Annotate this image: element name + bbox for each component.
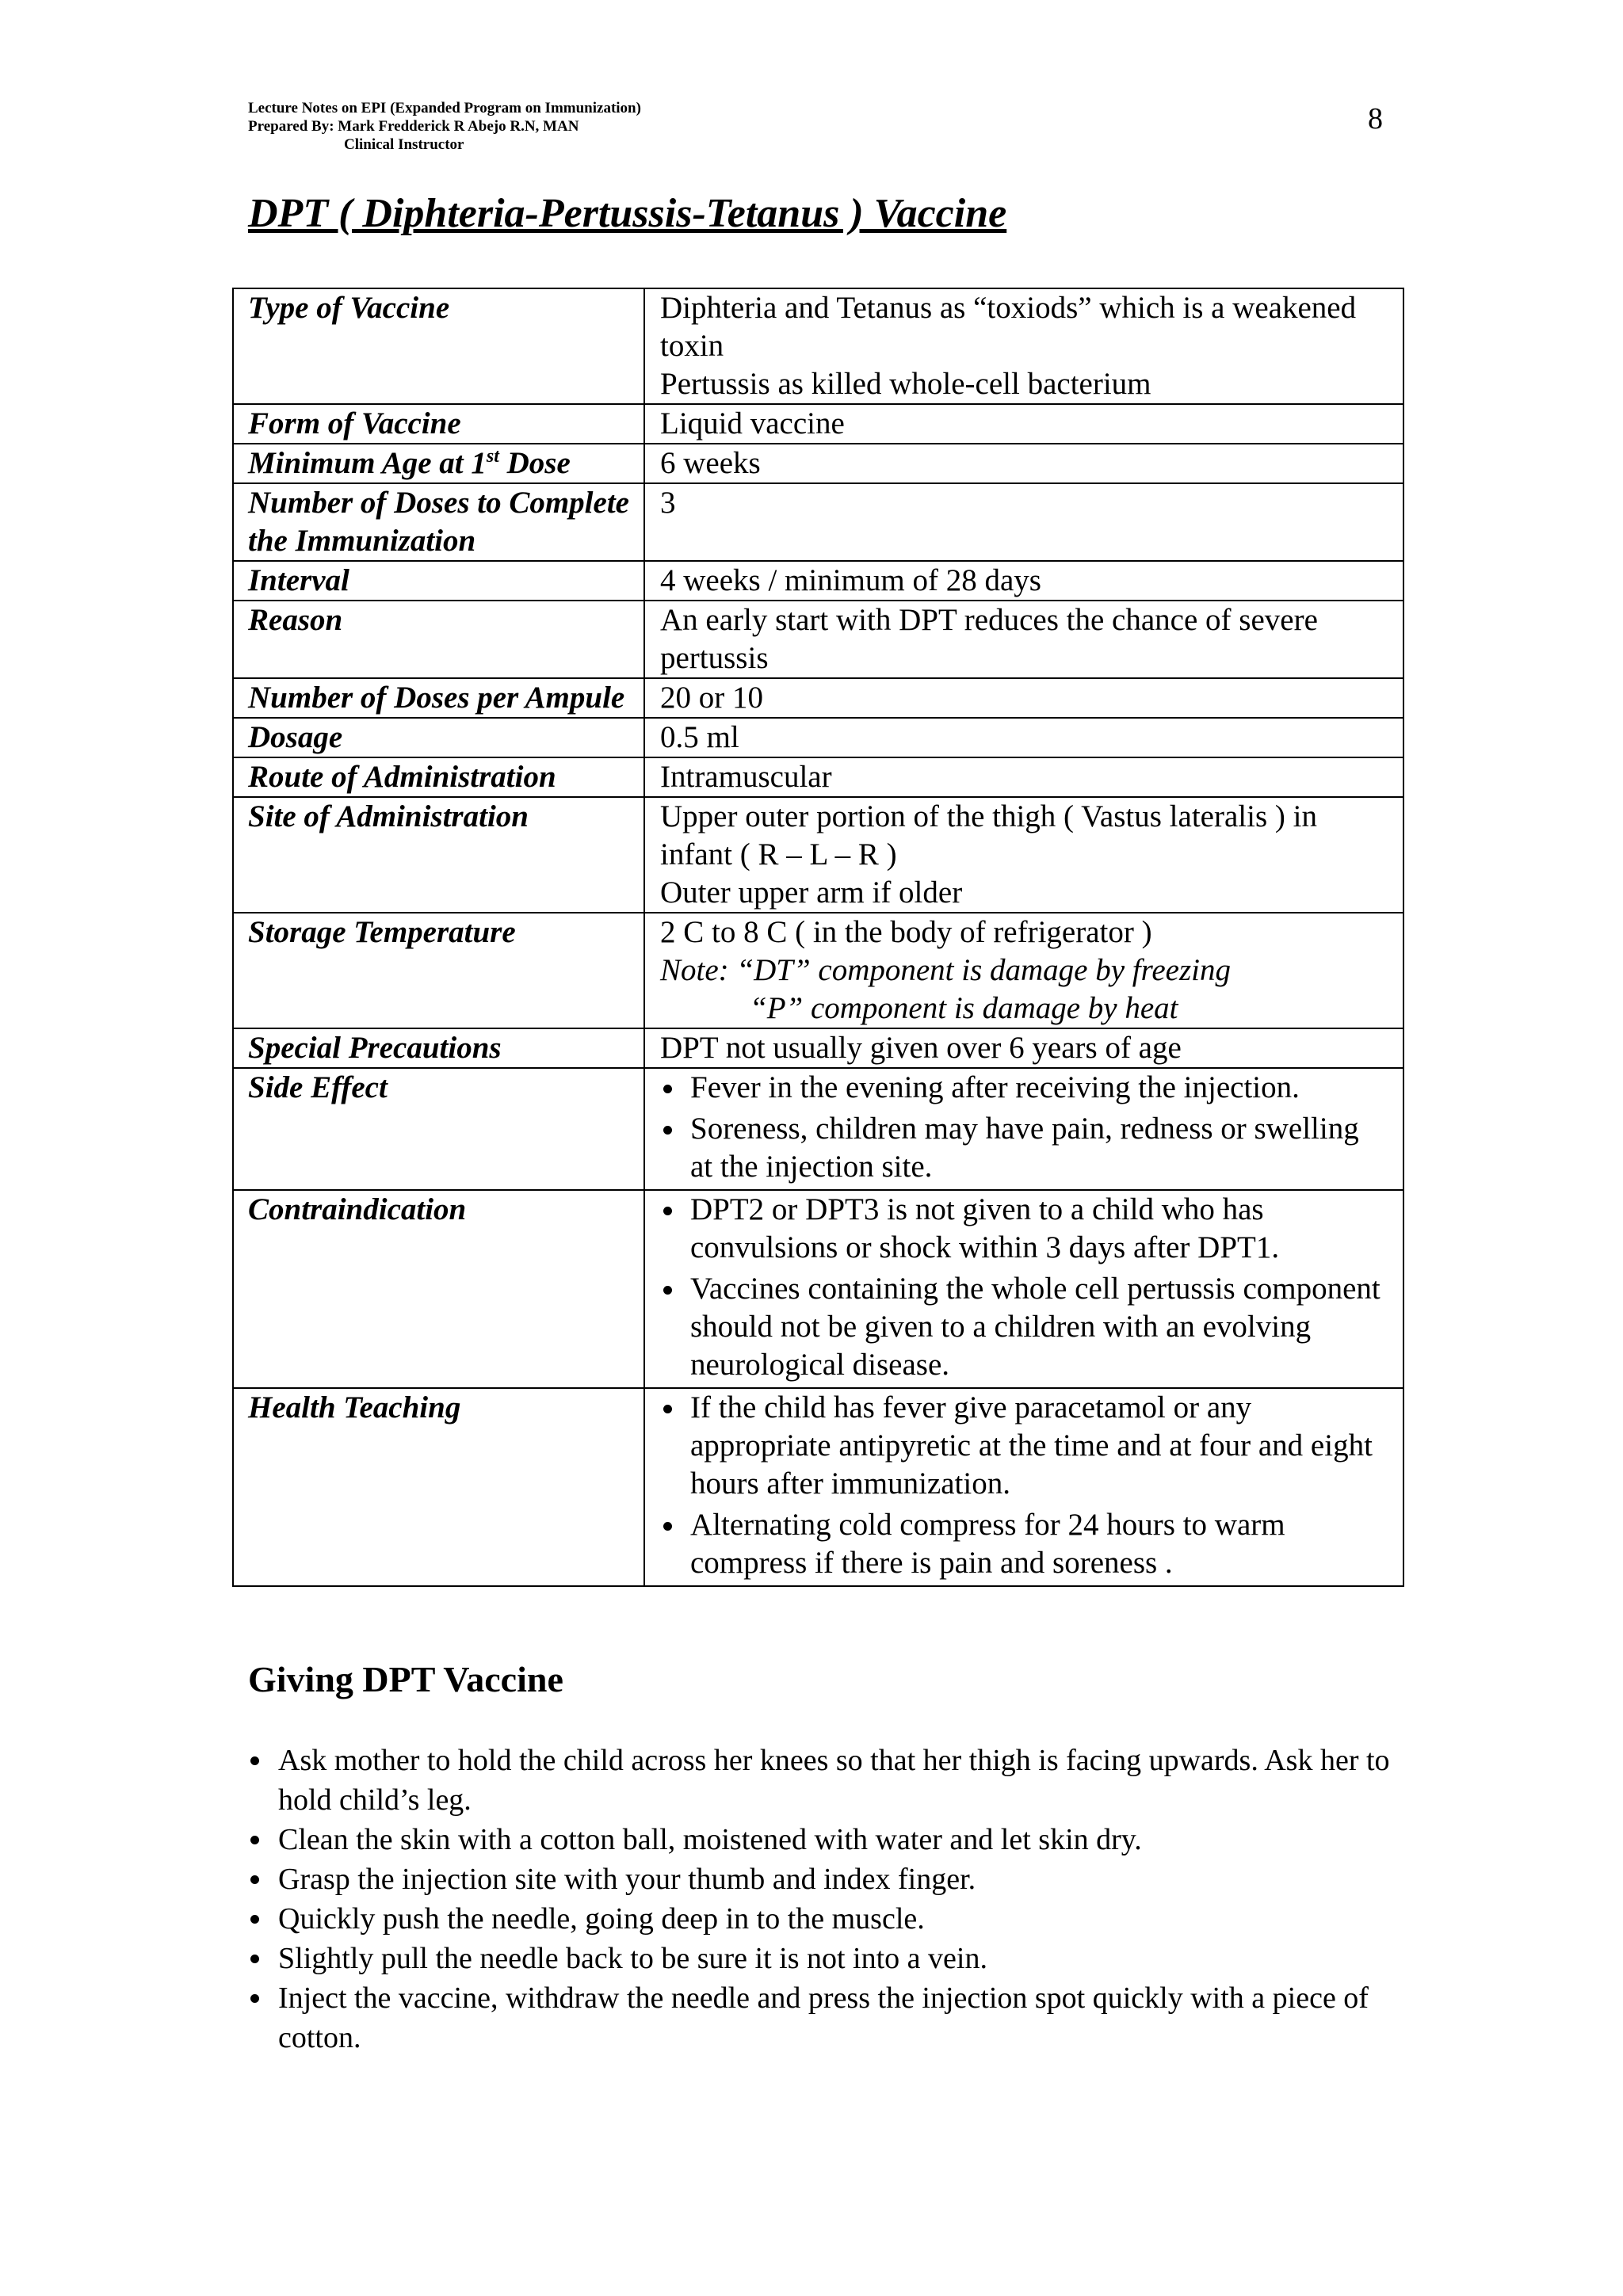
list-item: Alternating cold compress for 24 hours to warm compress if there is pain and soreness . — [660, 1506, 1388, 1582]
table-row — [233, 1388, 1403, 1586]
health-teaching-list — [660, 1389, 1388, 1582]
row-value: 6 weeks — [644, 444, 1403, 483]
type-line-2: Pertussis as killed whole-cell bacterium — [660, 367, 1151, 401]
table-row — [233, 757, 1403, 797]
table-row — [233, 483, 1403, 561]
list-item: Soreness, children may have pain, redness or swelling at the injection site. — [660, 1110, 1388, 1186]
row-value: 3 — [644, 483, 1403, 561]
list-item: Inject the vaccine, withdraw the needle and press the injection spot quickly with a piece of cotton. — [248, 1978, 1405, 2058]
row-label: Special Precautions — [233, 1028, 644, 1068]
table-row — [233, 1190, 1403, 1388]
list-item: Slightly pull the needle back to be sure it is not into a vein. — [248, 1939, 1405, 1978]
row-label: Form of Vaccine — [233, 404, 644, 444]
table-row — [233, 1028, 1403, 1068]
page-number: 8 — [1368, 102, 1383, 135]
table-row — [233, 718, 1403, 757]
header-line-2: Prepared By: Mark Fredderick R Abejo R.N, MAN — [248, 118, 579, 135]
row-label: Site of Administration — [233, 797, 644, 913]
list-item: Vaccines containing the whole cell pertussis component should not be given to a children with an evolving neurological disease. — [660, 1270, 1388, 1384]
row-label — [233, 444, 644, 483]
header-line-1: Lecture Notes on EPI (Expanded Program on Immunization) — [248, 100, 641, 116]
list-item: Clean the skin with a cotton ball, moistened with water and let skin dry. — [248, 1820, 1405, 1859]
label-text: Minimum Age at 1 — [248, 446, 487, 480]
row-label: Dosage — [233, 718, 644, 757]
list-item: Ask mother to hold the child across her knees so that her thigh is facing upwards. Ask her to hold child’s leg. — [248, 1741, 1405, 1820]
row-label: Contraindication — [233, 1190, 644, 1388]
table-row — [233, 601, 1403, 678]
table-row — [233, 561, 1403, 601]
row-label: Number of Doses to Complete the Immunization — [233, 483, 644, 561]
row-label: Health Teaching — [233, 1388, 644, 1586]
row-label: Side Effect — [233, 1068, 644, 1190]
vaccine-info-table — [232, 288, 1404, 1587]
row-value: 4 weeks / minimum of 28 days — [644, 561, 1403, 601]
page-title: DPT ( Diphteria-Pertussis-Tetanus ) Vaccine — [248, 191, 1007, 236]
site-line-1: Upper outer portion of the thigh ( Vastus lateralis ) in infant ( R – L – R ) — [660, 799, 1317, 871]
label-text-end: Dose — [498, 446, 571, 480]
table-row — [233, 797, 1403, 913]
row-value — [644, 288, 1403, 404]
type-line-1: Diphteria and Tetanus as “toxiods” which is a weakened toxin — [660, 291, 1357, 363]
row-value — [644, 1190, 1403, 1388]
row-value: 0.5 ml — [644, 718, 1403, 757]
row-label: Type of Vaccine — [233, 288, 644, 404]
giving-steps-list — [248, 1741, 1405, 2058]
storage-note-2: “P” component is damage by heat — [750, 991, 1178, 1025]
table-row — [233, 1068, 1403, 1190]
table-row — [233, 444, 1403, 483]
row-value — [644, 1388, 1403, 1586]
table-row — [233, 404, 1403, 444]
table-row — [233, 913, 1403, 1028]
section-title: Giving DPT Vaccine — [248, 1659, 563, 1699]
row-value — [644, 1068, 1403, 1190]
row-value: An early start with DPT reduces the chance of severe pertussis — [644, 601, 1403, 678]
row-value: Intramuscular — [644, 757, 1403, 797]
storage-line-1: 2 C to 8 C ( in the body of refrigerator ) — [660, 915, 1152, 949]
row-value: DPT not usually given over 6 years of age — [644, 1028, 1403, 1068]
side-effect-list — [660, 1069, 1388, 1186]
header-line-3: Clinical Instructor — [344, 136, 464, 153]
list-item: If the child has fever give paracetamol or any appropriate antipyretic at the time and at four and eight hours after immunization. — [660, 1389, 1388, 1503]
site-line-2: Outer upper arm if older — [660, 875, 963, 910]
row-value — [644, 797, 1403, 913]
list-item: Fever in the evening after receiving the injection. — [660, 1069, 1388, 1107]
row-label: Interval — [233, 561, 644, 601]
list-item: Grasp the injection site with your thumb and index finger. — [248, 1859, 1405, 1899]
row-label: Reason — [233, 601, 644, 678]
list-item: Quickly push the needle, going deep in to the muscle. — [248, 1899, 1405, 1939]
row-label: Storage Temperature — [233, 913, 644, 1028]
row-value: Liquid vaccine — [644, 404, 1403, 444]
row-value — [644, 913, 1403, 1028]
table-row — [233, 678, 1403, 718]
contraindication-list — [660, 1191, 1388, 1384]
label-superscript: st — [486, 446, 499, 467]
storage-note-1: Note: “DT” component is damage by freezing — [660, 953, 1231, 987]
table-row — [233, 288, 1403, 404]
row-label: Route of Administration — [233, 757, 644, 797]
lecture-header — [248, 99, 641, 154]
row-label: Number of Doses per Ampule — [233, 678, 644, 718]
list-item: DPT2 or DPT3 is not given to a child who has convulsions or shock within 3 days after DPT1. — [660, 1191, 1388, 1267]
row-value: 20 or 10 — [644, 678, 1403, 718]
